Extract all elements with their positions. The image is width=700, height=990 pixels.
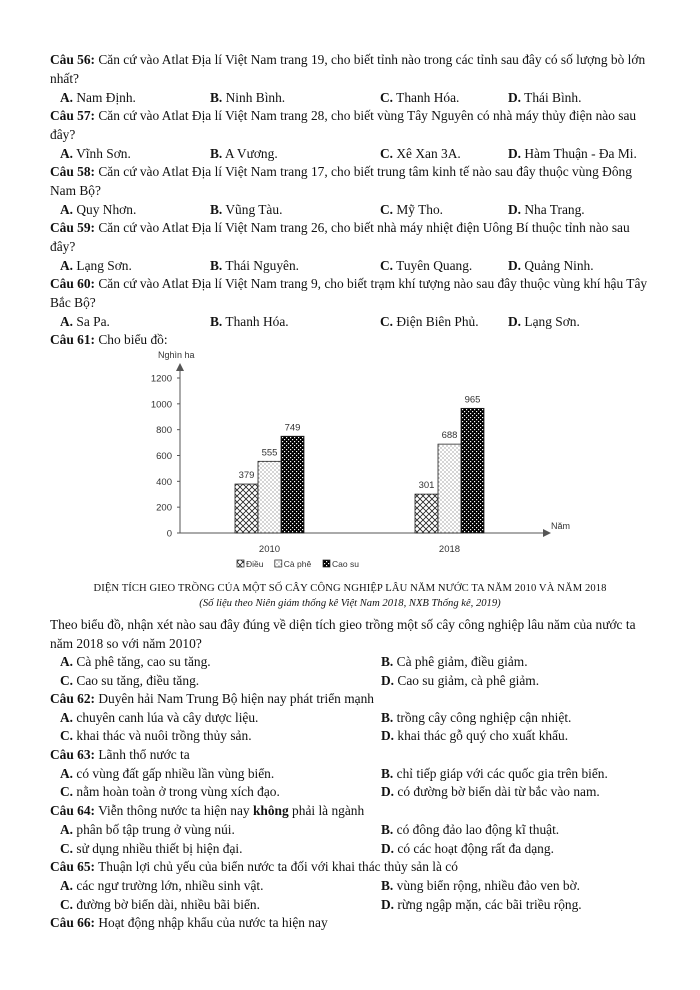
y-tick-label: 800 — [156, 425, 172, 437]
option-57-a: A. Vĩnh Sơn. — [60, 146, 131, 161]
option-61-c: C. Cao su tăng, điều tăng. — [60, 673, 200, 688]
option-61-b: B. Cà phê giảm, điều giảm. — [381, 654, 528, 669]
y-tick-label: 400 — [156, 476, 172, 488]
data-label: 301 — [418, 480, 435, 492]
x-tick-label: 2010 — [258, 544, 281, 555]
question-60: Câu 60: Căn cứ vào Atlat Địa lí Việt Nam trang 9, cho biết trạm khí tượng nào sau đây thuộc vùng khí hậu Tây Bắc Bộ? — [50, 276, 648, 310]
question-58: Câu 58: Căn cứ vào Atlat Địa lí Việt Nam trang 17, cho biết trung tâm kinh tế nào sau đây thuộc vùng Đông Nam Bộ? — [50, 164, 632, 198]
option-62-c: C. khai thác và nuôi trồng thủy sản. — [60, 728, 252, 743]
option-58-b: B. Vũng Tàu. — [210, 202, 283, 217]
bar-chart — [0, 343, 700, 583]
option-57-c: C. Xê Xan 3A. — [380, 146, 461, 161]
option-65-b: B. vùng biển rộng, nhiều đảo ven bờ. — [381, 878, 580, 893]
option-56-b: B. Ninh Bình. — [210, 90, 286, 105]
bar — [258, 461, 281, 533]
y-axis-arrow — [176, 363, 184, 371]
legend-label: Cao su — [332, 559, 359, 569]
y-tick-label: 0 — [166, 528, 172, 540]
option-63-c: C. nằm hoàn toàn ở trong vùng xích đạo. — [60, 784, 280, 799]
question-62: Câu 62: Duyên hải Nam Trung Bộ hiện nay phát triển mạnh — [50, 691, 374, 706]
option-58-a: A. Quy Nhơn. — [60, 202, 137, 217]
bar — [281, 436, 304, 533]
data-label: 555 — [261, 447, 278, 459]
option-58-c: C. Mỹ Tho. — [380, 202, 444, 217]
option-56-a: A. Nam Định. — [60, 90, 136, 105]
option-60-d: D. Lạng Sơn. — [508, 314, 580, 329]
option-57-b: B. A Vương. — [210, 146, 278, 161]
bar — [438, 444, 461, 533]
question-63: Câu 63: Lãnh thổ nước ta — [50, 747, 190, 762]
option-61-d: D. Cao su giảm, cà phê giảm. — [381, 673, 540, 688]
option-58-d: D. Nha Trang. — [508, 202, 585, 217]
option-65-a: A. các ngư trường lớn, nhiều sinh vật. — [60, 878, 264, 893]
option-62-a: A. chuyên canh lúa và cây dược liệu. — [60, 710, 259, 725]
option-60-a: A. Sa Pa. — [60, 314, 110, 329]
chart-title: DIỆN TÍCH GIEO TRỒNG CỦA MỘT SỐ CÂY CÔNG NGHIỆP LÂU NĂM NƯỚC TA NĂM 2010 VÀ NĂM 2018 — [93, 583, 607, 594]
option-63-b: B. chỉ tiếp giáp với các quốc gia trên biển. — [381, 766, 608, 781]
option-59-c: C. Tuyên Quang. — [380, 258, 473, 273]
option-56-d: D. Thái Bình. — [508, 90, 582, 105]
data-label: 749 — [284, 422, 301, 434]
chart-source: (Số liệu theo Niên giám thống kê Việt Nam 2018, NXB Thống kê, 2019) — [199, 598, 501, 609]
question-57: Câu 57: Căn cứ vào Atlat Địa lí Việt Nam trang 28, cho biết vùng Tây Nguyên có nhà máy thủy điện nào sau đây? — [50, 108, 637, 142]
option-64-a: A. phân bố tập trung ở vùng núi. — [60, 822, 235, 837]
question-65: Câu 65: Thuận lợi chủ yếu của biển nước ta đối với khai thác thủy sản là có — [50, 859, 458, 874]
option-59-b: B. Thái Nguyên. — [210, 258, 300, 273]
legend-swatch — [237, 560, 244, 567]
question-64: Câu 64: Viễn thông nước ta hiện nay không phải là ngành — [50, 803, 365, 818]
y-tick-label: 600 — [156, 451, 172, 462]
y-tick-label: 1000 — [150, 399, 172, 411]
data-label: 965 — [464, 394, 481, 406]
x-axis-arrow — [543, 529, 551, 537]
y-tick-label: 200 — [156, 502, 172, 514]
bar — [461, 408, 484, 533]
option-59-a: A. Lạng Sơn. — [60, 258, 132, 273]
option-60-c: C. Điện Biên Phủ. — [380, 314, 479, 329]
question-66: Câu 66: Hoạt động nhập khẩu của nước ta hiện nay — [50, 915, 328, 930]
bar — [235, 484, 258, 533]
question-59: Câu 59: Căn cứ vào Atlat Địa lí Việt Nam trang 26, cho biết nhà máy nhiệt điện Uông Bí thuộc tỉnh nào sau đây? — [50, 220, 630, 254]
option-60-b: B. Thanh Hóa. — [210, 314, 289, 329]
legend-label: Cà phê — [283, 559, 312, 569]
question-56: Câu 56: Căn cứ vào Atlat Địa lí Việt Nam trang 19, cho biết tỉnh nào trong các tỉnh sau đây có số lượng bò lớn nhất? — [50, 52, 646, 86]
option-63-a: A. có vùng đất gấp nhiều lần vùng biển. — [60, 766, 275, 781]
question-61: Câu 61: Cho biểu đồ: — [50, 332, 168, 347]
data-label: 688 — [441, 430, 458, 442]
option-61-a: A. Cà phê tăng, cao su tăng. — [60, 654, 211, 669]
option-57-d: D. Hàm Thuận - Đa Mi. — [508, 146, 637, 161]
option-56-c: C. Thanh Hóa. — [380, 90, 460, 105]
y-tick-label: 1200 — [150, 373, 172, 385]
legend-label: Điều — [246, 559, 264, 569]
option-65-d: D. rừng ngập mặn, các bãi triều rộng. — [381, 897, 582, 912]
data-label: 379 — [238, 470, 255, 482]
legend-swatch — [323, 560, 330, 567]
x-tick-label: 2018 — [438, 544, 461, 555]
option-59-d: D. Quảng Ninh. — [508, 258, 594, 273]
option-62-b: B. trồng cây công nghiệp cận nhiệt. — [381, 710, 572, 725]
question-61-text: Theo biểu đồ, nhận xét nào sau đây đúng về diện tích gieo trồng một số cây công nghiệp lâu năm của nước ta năm 2018 so với năm 2010? — [50, 617, 636, 651]
option-64-d: D. có các hoạt động rất đa dạng. — [381, 841, 554, 856]
bar — [415, 494, 438, 533]
option-63-d: D. có đường bờ biển dài từ bắc vào nam. — [381, 784, 600, 799]
option-65-c: C. đường bờ biển dài, nhiều bãi biển. — [60, 897, 260, 912]
option-62-d: D. khai thác gỗ quý cho xuất khẩu. — [381, 728, 569, 743]
option-64-c: C. sử dụng nhiều thiết bị hiện đại. — [60, 841, 243, 856]
x-axis-label: Năm — [551, 521, 571, 531]
legend-swatch — [275, 560, 282, 567]
option-64-b: B. có đông đảo lao động kĩ thuật. — [381, 822, 560, 837]
y-axis-label: Nghìn ha — [158, 350, 195, 360]
